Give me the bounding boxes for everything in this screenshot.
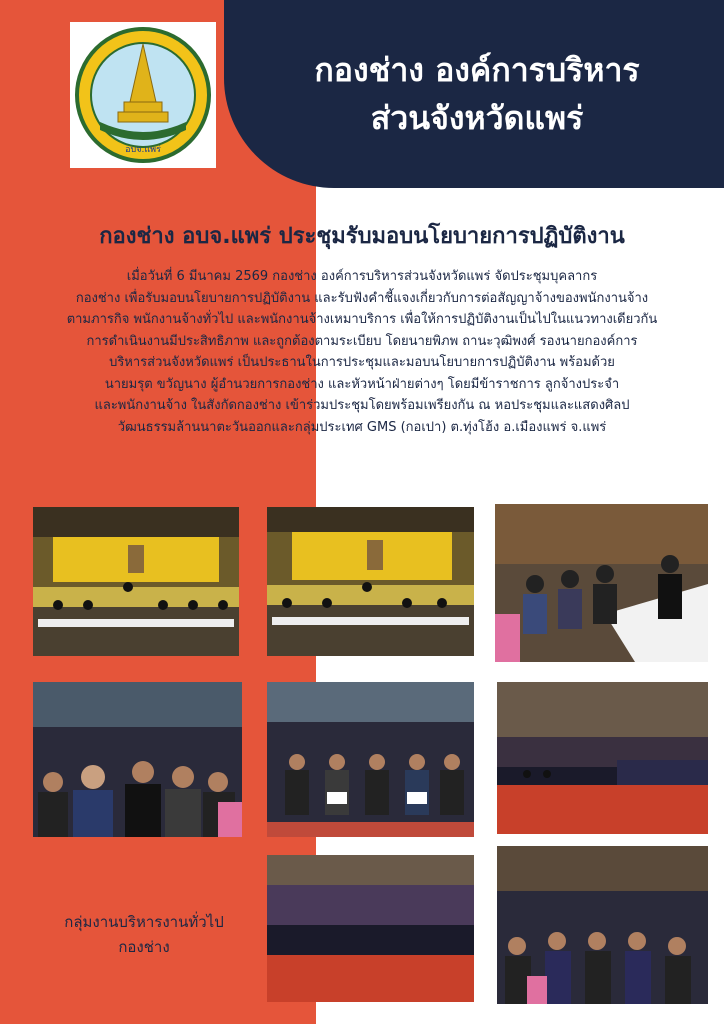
body-line: นายมรุต ขวัญนาง ผู้อำนวยการกองช่าง และหัวหน้าฝ่ายต่างๆ โดยมีข้าราชการ ลูกจ้างประจำ xyxy=(104,376,620,392)
pao-phrae-logo xyxy=(70,22,216,168)
footer-department xyxy=(24,910,264,960)
hall-overview-photo xyxy=(497,682,708,834)
meeting-stage-photo-2 xyxy=(267,507,474,656)
registration-desk-photo xyxy=(495,504,708,662)
body-line: การดำเนินงานมีประสิทธิภาพ และถูกต้องตามระเบียบ โดยนายพิภพ ถานะวุฒิพงศ์ รองนายกองค์การ xyxy=(86,333,638,349)
org-title-line-1: กองช่าง องค์การบริหาร xyxy=(314,51,640,89)
svg-text:อบจ.แพร่: อบจ.แพร่ xyxy=(125,145,161,155)
footer-line-1: กลุ่มงานบริหารงานทั่วไป xyxy=(64,913,224,931)
audience-photo-3 xyxy=(497,846,708,1004)
article-body xyxy=(14,266,710,438)
footer-line-2: กองช่าง xyxy=(118,938,170,956)
large-hall-photo xyxy=(267,855,474,1002)
body-line: บริหารส่วนจังหวัดแพร่ เป็นประธานในการประชุมและมอบนโยบายการปฏิบัติงาน พร้อมด้วย xyxy=(109,355,615,370)
body-line: วัฒนธรรมล้านนาตะวันออกและกลุ่มประเทศ GMS (กอเปา) ต.ทุ่งโฮ้ง อ.เมืองแพร่ จ.แพร่ xyxy=(117,419,607,435)
body-line: ตามภารกิจ พนักงานจ้างทั่วไป และพนักงานจ้างเหมาบริการ เพื่อให้การปฏิบัติงานเป็นไปในแนวทางเดียวกัน xyxy=(66,312,658,327)
meeting-stage-photo-1 xyxy=(33,507,239,656)
organization-title xyxy=(230,46,724,142)
org-title-line-2: ส่วนจังหวัดแพร่ xyxy=(370,99,584,137)
body-line: และพนักงานจ้าง ในสังกัดกองช่าง เข้าร่วมประชุมโดยพร้อมเพรียงกัน ณ หอประชุมและแสดงศิลป xyxy=(94,398,630,413)
body-line: กองช่าง เพื่อรับมอบนโยบายการปฏิบัติงาน และรับฟังคำชี้แจงเกี่ยวกับการต่อสัญญาจ้างของพนักงานจ้าง xyxy=(75,290,649,306)
audience-photo-1 xyxy=(33,682,242,837)
body-line: เมื่อวันที่ 6 มีนาคม 2569 กองช่าง องค์การบริหารส่วนจังหวัดแพร่ จัดประชุมบุคลากร xyxy=(126,269,598,284)
audience-photo-2 xyxy=(267,682,474,837)
article-headline: กองช่าง อบจ.แพร่ ประชุมรับมอบนโยบายการปฏิบัติงาน xyxy=(99,224,625,249)
